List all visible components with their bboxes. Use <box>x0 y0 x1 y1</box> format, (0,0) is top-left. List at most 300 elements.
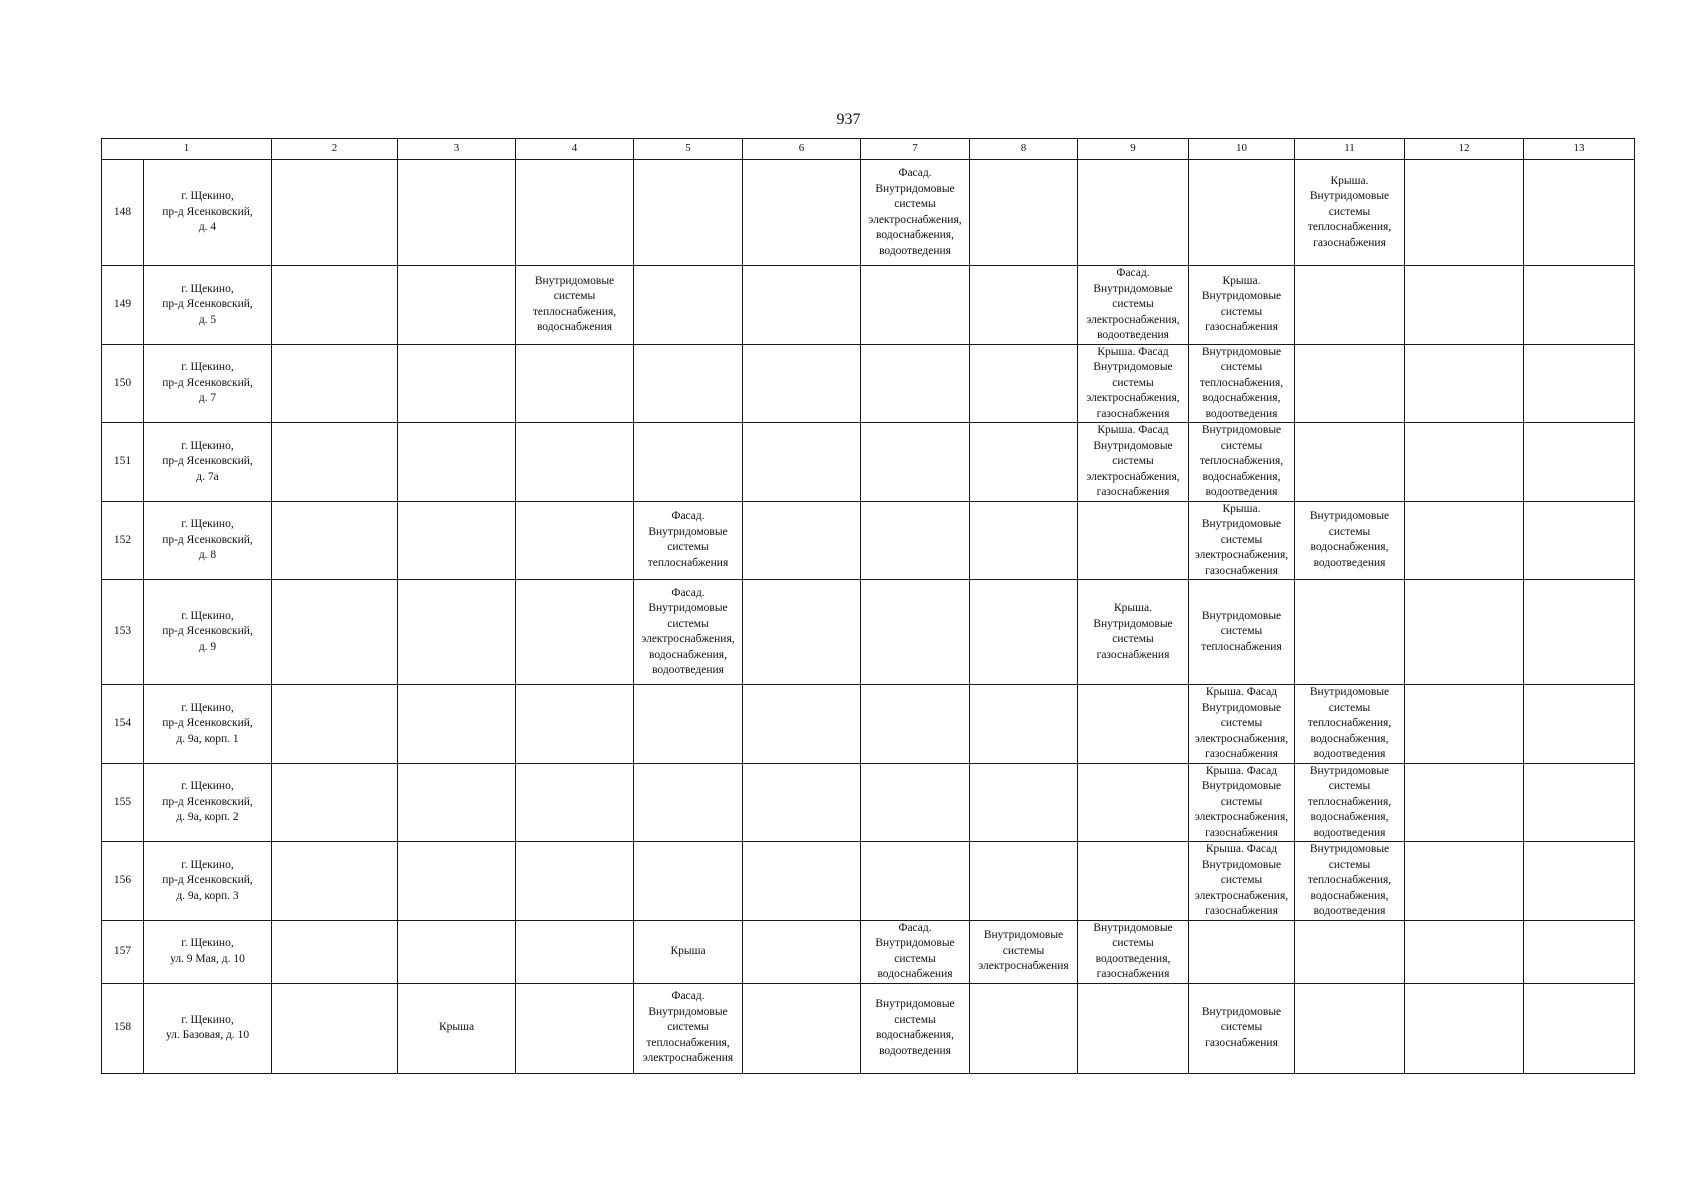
column-header-13: 13 <box>1524 139 1635 160</box>
cell-col-10 <box>1189 423 1295 502</box>
cell-line: электроснабжения, <box>1194 549 1289 561</box>
cell-line: системы <box>1002 944 1045 957</box>
cell-col-3 <box>398 685 516 764</box>
cell-line: электроснабжения, <box>1194 732 1289 745</box>
cell-col-9 <box>1078 763 1189 842</box>
cell-col-6 <box>743 423 861 502</box>
cell-col-10 <box>1189 920 1295 983</box>
cell-col-10 <box>1189 842 1295 921</box>
address-line: пр-д Ясенковский, <box>162 717 253 729</box>
cell-col-12 <box>1405 160 1524 266</box>
cell-col-4 <box>516 160 634 266</box>
cell-line: теплоснабжения, <box>1307 874 1392 886</box>
cell-col-12 <box>1405 685 1524 764</box>
cell-col-5 <box>634 344 743 423</box>
row-number: 158 <box>102 983 144 1073</box>
cell-line: водоотведения <box>1313 905 1386 917</box>
cell-line: Внутридомовые <box>1201 609 1282 622</box>
table-row <box>102 763 1635 842</box>
column-header-8: 8 <box>970 139 1078 160</box>
cell-line: водоснабжения, <box>1310 541 1389 554</box>
cell-col-12 <box>1405 344 1524 423</box>
cell-col-11 <box>1295 685 1405 764</box>
cell-line: водоснабжения <box>536 321 613 334</box>
cell-line: системы <box>1220 533 1263 546</box>
row-number: 157 <box>102 920 144 983</box>
cell-col-8 <box>970 763 1078 842</box>
cell-col-8 <box>970 920 1078 983</box>
cell-line: Внутридомовые <box>1201 858 1282 871</box>
cell-col-10 <box>1189 685 1295 764</box>
cell-line: Внутридомовые <box>1093 617 1173 630</box>
address-cell <box>144 160 272 266</box>
address-line: пр-д Ясенковский, <box>162 376 253 389</box>
address-line: д. 7 <box>198 392 217 404</box>
cell-col-5 <box>634 266 743 345</box>
cell-line: Крыша. Фасад <box>1205 686 1278 698</box>
table-row <box>102 685 1635 764</box>
address-line: д. 9а, корп. 3 <box>176 889 239 902</box>
cell-col-6 <box>743 842 861 921</box>
cell-col-3 <box>398 266 516 345</box>
address-line: пр-д Ясенковский, <box>162 205 253 218</box>
column-header-12: 12 <box>1405 139 1524 160</box>
cell-col-12 <box>1405 763 1524 842</box>
address-line: д. 8 <box>198 549 217 561</box>
address-line: пр-д Ясенковский, <box>162 874 253 886</box>
column-header-3: 3 <box>398 139 516 160</box>
cell-line: Крыша <box>438 1021 475 1034</box>
cell-line: газоснабжения <box>1205 748 1278 760</box>
cell-col-9 <box>1078 266 1189 345</box>
cell-col-12 <box>1405 920 1524 983</box>
cell-col-10 <box>1189 344 1295 423</box>
cell-col-9 <box>1078 920 1189 983</box>
page-number: 937 <box>836 111 861 128</box>
address-line: д. 9а, корп. 1 <box>176 732 239 745</box>
cell-col-4 <box>516 920 634 983</box>
cell-col-3 <box>398 423 516 502</box>
cell-line: водоотведения <box>1313 556 1386 569</box>
cell-col-7 <box>861 685 970 764</box>
cell-col-12 <box>1405 501 1524 580</box>
cell-col-13 <box>1524 160 1635 266</box>
column-header-11: 11 <box>1295 139 1405 160</box>
cell-col-2 <box>272 685 398 764</box>
column-header-10: 10 <box>1189 139 1295 160</box>
cell-line: Крыша. <box>1222 502 1261 515</box>
cell-line: Внутридомовые <box>1309 686 1390 698</box>
cell-line: системы <box>894 198 936 210</box>
cell-col-3 <box>398 160 516 266</box>
cell-col-13 <box>1524 266 1635 345</box>
cell-col-9 <box>1078 344 1189 423</box>
address-line: г. Щекино, <box>181 518 234 530</box>
cell-col-5 <box>634 423 743 502</box>
address-line: д. 9 <box>198 640 217 653</box>
address-line: г. Щекино, <box>181 780 234 792</box>
cell-col-8 <box>970 423 1078 502</box>
cell-line: водоснабжения <box>877 968 953 980</box>
cell-line: электроснабжения, <box>1086 313 1180 326</box>
cell-line: электроснабжения, <box>868 213 962 226</box>
cell-col-8 <box>970 983 1078 1073</box>
cell-line: Внутридомовые <box>1309 764 1390 777</box>
address-cell <box>144 580 272 685</box>
cell-col-9 <box>1078 580 1189 685</box>
row-number: 150 <box>102 344 144 423</box>
cell-line: Внутридомовые <box>1093 282 1173 295</box>
cell-line: Внутридомовые <box>1201 424 1282 436</box>
table-row <box>102 580 1635 685</box>
cell-line: системы <box>894 952 936 965</box>
cell-line: электроснабжения, <box>641 633 735 645</box>
cell-col-10 <box>1189 266 1295 345</box>
address-line: ул. Базовая, д. 10 <box>165 1029 250 1041</box>
address-cell <box>144 842 272 921</box>
cell-line: водоотведения <box>1097 329 1169 341</box>
cell-line: водоотведения <box>879 244 951 257</box>
row-number: 148 <box>102 160 144 266</box>
cell-line: Внутридомовые <box>534 274 615 287</box>
address-line: ул. 9 Мая, д. 10 <box>170 952 245 965</box>
cell-line: газоснабжения <box>1096 968 1170 980</box>
cell-col-2 <box>272 501 398 580</box>
cell-line: Внутридомовые <box>1309 510 1390 523</box>
address-line: г. Щекино, <box>181 609 234 622</box>
cell-col-7 <box>861 983 970 1073</box>
cell-line: теплоснабжения <box>1201 640 1282 653</box>
cell-col-2 <box>272 266 398 345</box>
cell-line: водоснабжения, <box>1310 732 1389 745</box>
address-cell <box>144 423 272 502</box>
column-header-2: 2 <box>272 139 398 160</box>
cell-col-7 <box>861 920 970 983</box>
cell-line: системы <box>1220 1021 1263 1034</box>
cell-col-13 <box>1524 580 1635 685</box>
cell-col-2 <box>272 423 398 502</box>
cell-col-7 <box>861 501 970 580</box>
cell-col-2 <box>272 580 398 685</box>
cell-col-11 <box>1295 160 1405 266</box>
repair-schedule-table <box>101 138 1635 1074</box>
table-row <box>102 160 1635 266</box>
cell-line: Внутридомовые <box>1201 1005 1282 1018</box>
cell-line: Крыша. <box>1330 174 1369 187</box>
cell-line: электроснабжения <box>978 960 1069 973</box>
cell-line: газоснабжения <box>1096 486 1170 498</box>
cell-line: системы <box>1220 439 1263 452</box>
cell-col-12 <box>1405 580 1524 685</box>
cell-col-7 <box>861 842 970 921</box>
cell-col-12 <box>1405 266 1524 345</box>
cell-line: электроснабжения <box>642 1052 734 1065</box>
cell-col-10 <box>1189 160 1295 266</box>
cell-line: газоснабжения <box>1313 236 1386 249</box>
cell-line: Крыша. Фасад <box>1097 424 1169 436</box>
cell-col-10 <box>1189 580 1295 685</box>
cell-line: водоснабжения, <box>1202 470 1281 483</box>
cell-col-3 <box>398 983 516 1073</box>
cell-line: Крыша. Фасад <box>1205 843 1278 855</box>
cell-line: Фасад. <box>898 167 932 179</box>
cell-line: Фасад. <box>671 990 705 1003</box>
cell-col-3 <box>398 344 516 423</box>
cell-col-7 <box>861 423 970 502</box>
cell-line: Фасад. <box>671 510 705 523</box>
address-cell <box>144 344 272 423</box>
column-header-5: 5 <box>634 139 743 160</box>
cell-line: водоотведения <box>879 1044 951 1057</box>
row-number: 149 <box>102 266 144 345</box>
cell-line: Внутридомовые <box>648 1005 728 1018</box>
cell-col-11 <box>1295 501 1405 580</box>
address-line: г. Щекино, <box>181 282 234 295</box>
cell-line: системы <box>1328 701 1371 714</box>
cell-col-12 <box>1405 423 1524 502</box>
cell-col-6 <box>743 580 861 685</box>
cell-col-9 <box>1078 160 1189 266</box>
cell-col-10 <box>1189 501 1295 580</box>
row-number: 151 <box>102 423 144 502</box>
cell-line: системы <box>1328 858 1371 871</box>
table-body <box>102 139 1635 1074</box>
cell-col-3 <box>398 842 516 921</box>
cell-col-9 <box>1078 983 1189 1073</box>
cell-col-11 <box>1295 344 1405 423</box>
cell-col-6 <box>743 266 861 345</box>
cell-col-4 <box>516 266 634 345</box>
cell-line: системы <box>1112 298 1154 310</box>
cell-line: электроснабжения, <box>1194 889 1289 902</box>
cell-col-11 <box>1295 920 1405 983</box>
cell-line: Крыша <box>670 944 706 957</box>
cell-col-13 <box>1524 842 1635 921</box>
cell-col-6 <box>743 920 861 983</box>
cell-line: водоотведения <box>652 664 724 676</box>
address-line: д. 7а <box>196 470 219 483</box>
cell-col-7 <box>861 580 970 685</box>
cell-line: теплоснабжения <box>647 556 729 569</box>
cell-col-11 <box>1295 580 1405 685</box>
cell-col-9 <box>1078 842 1189 921</box>
cell-col-6 <box>743 344 861 423</box>
cell-col-3 <box>398 501 516 580</box>
cell-line: водоснабжения, <box>876 229 954 241</box>
cell-line: Внутридомовые <box>875 937 955 949</box>
address-line: г. Щекино, <box>181 937 234 949</box>
address-line: г. Щекино, <box>181 701 234 714</box>
cell-col-6 <box>743 160 861 266</box>
cell-line: Фасад. <box>671 586 705 599</box>
address-cell <box>144 920 272 983</box>
cell-line: Внутридомовые <box>1309 843 1390 855</box>
cell-col-13 <box>1524 983 1635 1073</box>
cell-col-5 <box>634 763 743 842</box>
column-header-1: 1 <box>102 139 272 160</box>
column-header-9: 9 <box>1078 139 1189 160</box>
address-line: пр-д Ясенковский, <box>162 795 253 808</box>
cell-line: водоснабжения, <box>876 1029 954 1041</box>
cell-line: Внутридомовые <box>1201 518 1282 530</box>
cell-line: Фасад. <box>1116 267 1150 279</box>
table-row <box>102 920 1635 983</box>
cell-col-2 <box>272 842 398 921</box>
address-cell <box>144 266 272 345</box>
cell-col-7 <box>861 344 970 423</box>
cell-col-8 <box>970 685 1078 764</box>
cell-col-13 <box>1524 423 1635 502</box>
cell-line: газоснабжения <box>1205 826 1278 839</box>
cell-col-3 <box>398 920 516 983</box>
cell-line: водоотведения, <box>1095 952 1171 965</box>
cell-col-13 <box>1524 501 1635 580</box>
table-row <box>102 423 1635 502</box>
cell-col-4 <box>516 580 634 685</box>
cell-line: водоснабжения, <box>649 648 727 661</box>
cell-line: системы <box>667 617 709 630</box>
cell-line: системы <box>1112 633 1154 645</box>
cell-line: системы <box>1220 795 1263 808</box>
cell-line: теплоснабжения, <box>1307 717 1392 729</box>
cell-col-5 <box>634 160 743 266</box>
address-cell <box>144 685 272 764</box>
cell-line: газоснабжения <box>1205 321 1278 334</box>
cell-col-6 <box>743 983 861 1073</box>
cell-line: Крыша. Фасад <box>1205 764 1278 777</box>
cell-col-4 <box>516 344 634 423</box>
cell-line: системы <box>1220 874 1263 886</box>
address-line: д. 9а, корп. 2 <box>176 811 239 823</box>
cell-col-6 <box>743 685 861 764</box>
cell-col-4 <box>516 501 634 580</box>
cell-line: Внутридомовые <box>1201 780 1282 792</box>
cell-line: водоотведения <box>1313 826 1386 839</box>
cell-col-6 <box>743 501 861 580</box>
address-cell <box>144 983 272 1073</box>
address-cell <box>144 501 272 580</box>
cell-col-8 <box>970 501 1078 580</box>
cell-line: газоснабжения <box>1205 1036 1278 1049</box>
table-row <box>102 266 1635 345</box>
cell-col-3 <box>398 580 516 685</box>
address-line: пр-д Ясенковский, <box>162 533 253 546</box>
cell-col-3 <box>398 763 516 842</box>
cell-line: системы <box>553 290 596 303</box>
cell-line: системы <box>667 1021 709 1034</box>
column-header-4: 4 <box>516 139 634 160</box>
row-number: 152 <box>102 501 144 580</box>
address-line: пр-д Ясенковский, <box>162 625 253 638</box>
cell-line: системы <box>1112 455 1154 467</box>
cell-line: системы <box>1112 376 1154 389</box>
cell-line: Внутридомовые <box>1201 290 1282 303</box>
cell-col-11 <box>1295 842 1405 921</box>
cell-col-5 <box>634 842 743 921</box>
cell-col-5 <box>634 920 743 983</box>
address-line: г. Щекино, <box>181 858 234 871</box>
address-line: г. Щекино, <box>181 190 234 203</box>
cell-col-2 <box>272 763 398 842</box>
table-row <box>102 501 1635 580</box>
cell-line: системы <box>1328 525 1371 538</box>
cell-col-2 <box>272 160 398 266</box>
cell-line: водоотведения <box>1205 407 1278 420</box>
column-number-row <box>102 139 1635 160</box>
cell-col-11 <box>1295 763 1405 842</box>
cell-col-8 <box>970 160 1078 266</box>
cell-col-8 <box>970 842 1078 921</box>
cell-line: Внутридомовые <box>648 602 728 614</box>
cell-line: газоснабжения <box>1096 407 1170 420</box>
cell-line: системы <box>1220 361 1263 373</box>
cell-line: Внутридомовые <box>1093 921 1173 934</box>
cell-col-2 <box>272 920 398 983</box>
cell-col-13 <box>1524 920 1635 983</box>
cell-line: водоснабжения, <box>1202 392 1281 404</box>
cell-line: электроснабжения, <box>1086 470 1180 483</box>
cell-col-9 <box>1078 501 1189 580</box>
cell-line: системы <box>1220 305 1263 318</box>
cell-col-2 <box>272 983 398 1073</box>
cell-col-11 <box>1295 266 1405 345</box>
cell-line: водоснабжения, <box>1310 889 1389 902</box>
cell-col-12 <box>1405 983 1524 1073</box>
cell-col-4 <box>516 423 634 502</box>
cell-line: теплоснабжения, <box>1307 221 1392 234</box>
cell-line: системы <box>1112 937 1154 949</box>
cell-col-13 <box>1524 685 1635 764</box>
cell-col-11 <box>1295 423 1405 502</box>
cell-col-4 <box>516 763 634 842</box>
cell-line: системы <box>1328 205 1371 218</box>
cell-line: Внутридомовые <box>875 182 955 195</box>
row-number: 155 <box>102 763 144 842</box>
cell-line: системы <box>1220 625 1263 638</box>
cell-line: теплоснабжения, <box>1199 376 1284 389</box>
cell-line: теплоснабжения, <box>1307 795 1392 808</box>
cell-col-10 <box>1189 983 1295 1073</box>
cell-line: Крыша. <box>1114 602 1152 614</box>
cell-line: Внутридомовые <box>1093 439 1173 452</box>
cell-col-10 <box>1189 763 1295 842</box>
cell-col-5 <box>634 983 743 1073</box>
cell-line: Внутридомовые <box>983 929 1064 942</box>
cell-col-4 <box>516 842 634 921</box>
cell-line: теплоснабжения, <box>646 1036 730 1049</box>
cell-col-4 <box>516 983 634 1073</box>
address-line: д. 5 <box>198 313 217 326</box>
cell-col-6 <box>743 763 861 842</box>
cell-col-5 <box>634 580 743 685</box>
table-row <box>102 842 1635 921</box>
cell-line: Внутридомовые <box>1309 190 1390 203</box>
cell-line: системы <box>667 541 709 554</box>
address-line: г. Щекино, <box>181 439 234 452</box>
row-number: 154 <box>102 685 144 764</box>
cell-line: газоснабжения <box>1096 648 1170 661</box>
cell-col-7 <box>861 266 970 345</box>
cell-col-2 <box>272 344 398 423</box>
row-number: 153 <box>102 580 144 685</box>
cell-col-13 <box>1524 344 1635 423</box>
address-cell <box>144 763 272 842</box>
address-line: пр-д Ясенковский, <box>162 455 253 467</box>
cell-col-8 <box>970 580 1078 685</box>
cell-line: водоотведения <box>1313 748 1386 760</box>
cell-line: Внутридомовые <box>1093 361 1173 373</box>
cell-col-9 <box>1078 685 1189 764</box>
